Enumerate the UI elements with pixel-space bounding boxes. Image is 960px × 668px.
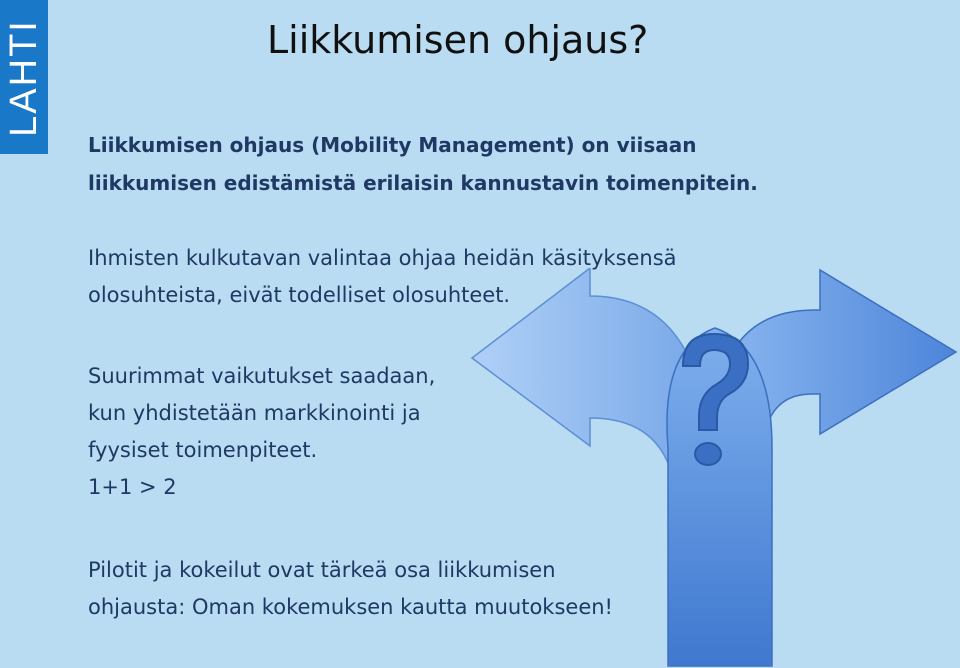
paragraph-line: fyysiset toimenpiteet. xyxy=(88,438,318,462)
impact-paragraph xyxy=(88,358,435,506)
paragraph-line: olosuhteista, eivät todelliset olosuhteet. xyxy=(88,283,511,307)
paragraph-line: 1+1 > 2 xyxy=(88,475,177,499)
pilots-paragraph xyxy=(88,552,613,626)
paragraph-line: Pilotit ja kokeilut ovat tärkeä osa liikkumisen xyxy=(88,558,556,582)
intro-paragraph xyxy=(88,126,758,202)
paragraph-line: ohjausta: Oman kokemuksen kautta muutokseen! xyxy=(88,595,613,619)
perception-paragraph xyxy=(88,240,677,314)
lahti-logo xyxy=(0,0,48,154)
paragraph-line: kun yhdistetään markkinointi ja xyxy=(88,401,421,425)
lahti-logo-text: LAHTI xyxy=(3,19,45,137)
paragraph-line: Ihmisten kulkutavan valintaa ohjaa heidän käsityksensä xyxy=(88,246,677,270)
arrow-stem xyxy=(667,328,772,666)
slide-title: Liikkumisen ohjaus? xyxy=(267,18,649,62)
intro-line: Liikkumisen ohjaus (Mobility Management) on viisaan xyxy=(88,133,697,157)
paragraph-line: Suurimmat vaikutukset saadaan, xyxy=(88,364,436,388)
intro-line: liikkumisen edistämistä erilaisin kannustavin toimenpitein. xyxy=(88,171,758,195)
